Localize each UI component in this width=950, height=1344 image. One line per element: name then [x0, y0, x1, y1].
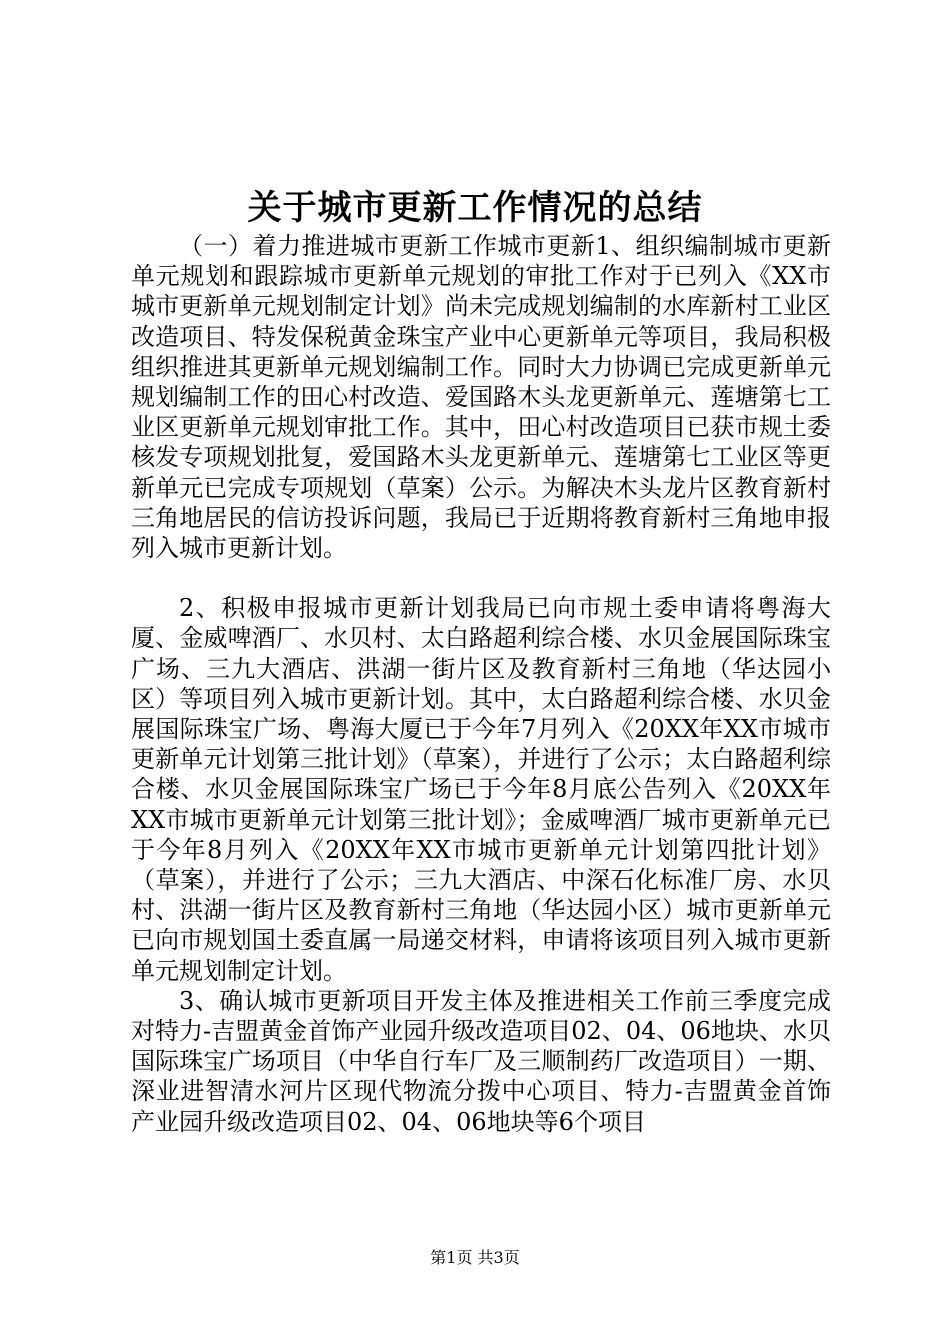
paragraph-1: （一）着力推进城市更新工作城市更新1、组织编制城市更新单元规划和跟踪城市更新单元规划的审批工作对于已列入《XX市城市更新单元规划制定计划》尚未完成规划编制的水库新村工业区改造项目、特发保税黄金珠宝产业中心更新单元等项目，我局积极组织推进其更新单元规划编制工作。同时大力协调已完成更新单元规划编制工作的田心村改造、爱国路木头龙更新单元、莲塘第七工业区更新单元规划审批工作。其中，田心村改造项目已获市规土委核发专项规划批复，爱国路木头龙更新单元、莲塘第七工业区等更新单元已完成专项规划（草案）公示。为解决木头龙片区教育新村三角地居民的信访投诉问题，我局已于近期将教育新村三角地申报列入城市更新计划。: [131, 232, 831, 563]
paragraph-2: 2、积极申报城市更新计划我局已向市规土委申请将粤海大厦、金威啤酒厂、水贝村、太白路超利综合楼、水贝金展国际珠宝广场、三九大酒店、洪湖一街片区及教育新村三角地（华达园小区）等项目列入城市更新计划。其中，太白路超利综合楼、水贝金展国际珠宝广场、粤海大厦已于今年7月列入《20XX年XX市城市更新单元计划第三批计划》（草案），并进行了公示；太白路超利综合楼、水贝金展国际珠宝广场已于今年8月底公告列入《20XX年XX市城市更新单元计划第三批计划》；金威啤酒厂城市更新单元已于今年8月列入《20XX年XX市城市更新单元计划第四批计划》（草案），并进行了公示；三九大酒店、中深石化标准厂房、水贝村、洪湖一街片区及教育新村三角地（华达园小区）城市更新单元已向市规划国土委直属一局递交材料，申请将该项目列入城市更新单元规划制定计划。: [131, 594, 831, 985]
document-body: [131, 231, 831, 1137]
page-number-footer: 第1页 共3页: [430, 1248, 520, 1267]
document-title: 关于城市更新工作情况的总结: [247, 188, 703, 228]
paragraph-3: 3、确认城市更新项目开发主体及推进相关工作前三季度完成对特力-吉盟黄金首饰产业园升级改造项目02、04、06地块、水贝国际珠宝广场项目（中华自行车厂及三顺制药厂改造项目）一期、深业进智清水河片区现代物流分拨中心项目、特力-吉盟黄金首饰产业园升级改造项目02、04、06地块等6个项目: [131, 986, 831, 1136]
